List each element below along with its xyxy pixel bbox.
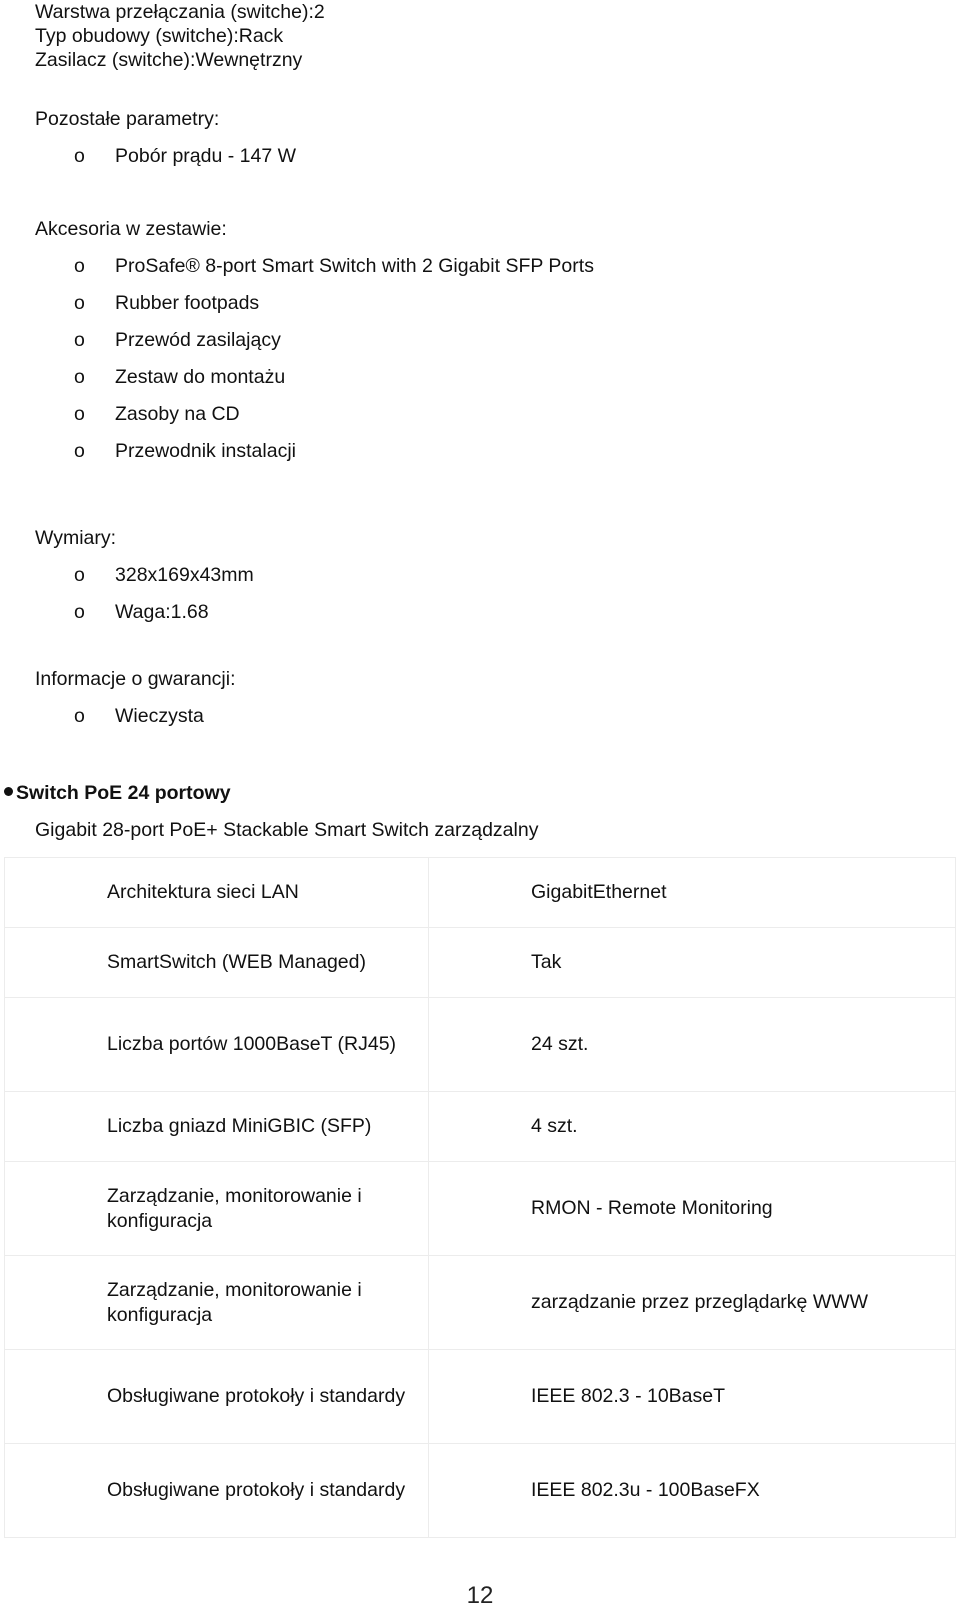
- spec-param: Zarządzanie, monitorowanie i konfiguracja: [5, 1256, 429, 1350]
- bullet-marker: o: [74, 705, 85, 727]
- spec-value: GigabitEthernet: [429, 858, 956, 928]
- warranty-heading: Informacje o gwarancji:: [35, 668, 236, 690]
- table-row: [5, 1444, 956, 1538]
- spec-value: RMON - Remote Monitoring: [429, 1162, 956, 1256]
- spec-value: IEEE 802.3 - 10BaseT: [429, 1350, 956, 1444]
- accessories-heading: Akcesoria w zestawie:: [35, 218, 227, 240]
- spec-value: 4 szt.: [429, 1092, 956, 1162]
- table-row: [5, 1256, 956, 1350]
- spec-value: IEEE 802.3u - 100BaseFX: [429, 1444, 956, 1538]
- spec-table: [4, 857, 956, 1538]
- top-spec-lines: [35, 0, 325, 72]
- spec-line: Warstwa przełączania (switche):2: [35, 1, 325, 23]
- dimensions-heading: Wymiary:: [35, 527, 117, 549]
- spec-param: Zarządzanie, monitorowanie i konfiguracja: [5, 1162, 429, 1256]
- bullet-marker: o: [74, 255, 85, 277]
- bullet-marker: o: [74, 366, 85, 388]
- bullet-marker: o: [74, 292, 85, 314]
- spec-line: Zasilacz (switche):Wewnętrzny: [35, 49, 303, 71]
- table-row: [5, 858, 956, 928]
- spec-param: Obsługiwane protokoły i standardy: [5, 1350, 429, 1444]
- spec-param: Architektura sieci LAN: [5, 858, 429, 928]
- spec-value: 24 szt.: [429, 998, 956, 1092]
- spec-value: zarządzanie przez przeglądarkę WWW: [429, 1256, 956, 1350]
- bullet-marker: o: [74, 564, 85, 586]
- table-row: [5, 928, 956, 998]
- bullet-marker: o: [74, 440, 85, 462]
- switch-section-title: Switch PoE 24 portowy: [0, 782, 231, 805]
- spec-value: Tak: [429, 928, 956, 998]
- page-number: 12: [466, 1582, 494, 1609]
- switch-subtitle: Gigabit 28-port PoE+ Stackable Smart Switch zarządzalny: [35, 819, 539, 841]
- table-row: [5, 1162, 956, 1256]
- bullet-marker: o: [74, 145, 85, 167]
- spec-param: Liczba gniazd MiniGBIC (SFP): [5, 1092, 429, 1162]
- other-params-heading: Pozostałe parametry:: [35, 108, 220, 130]
- bullet-marker: o: [74, 601, 85, 623]
- bullet-marker: o: [74, 403, 85, 425]
- bullet-dot-icon: [4, 787, 13, 796]
- spec-param: Obsługiwane protokoły i standardy: [5, 1444, 429, 1538]
- spec-param: SmartSwitch (WEB Managed): [5, 928, 429, 998]
- table-row: [5, 1092, 956, 1162]
- spec-param: Liczba portów 1000BaseT (RJ45): [5, 998, 429, 1092]
- table-row: [5, 998, 956, 1092]
- spec-line: Typ obudowy (switche):Rack: [35, 25, 284, 47]
- table-row: [5, 1350, 956, 1444]
- bullet-marker: o: [74, 329, 85, 351]
